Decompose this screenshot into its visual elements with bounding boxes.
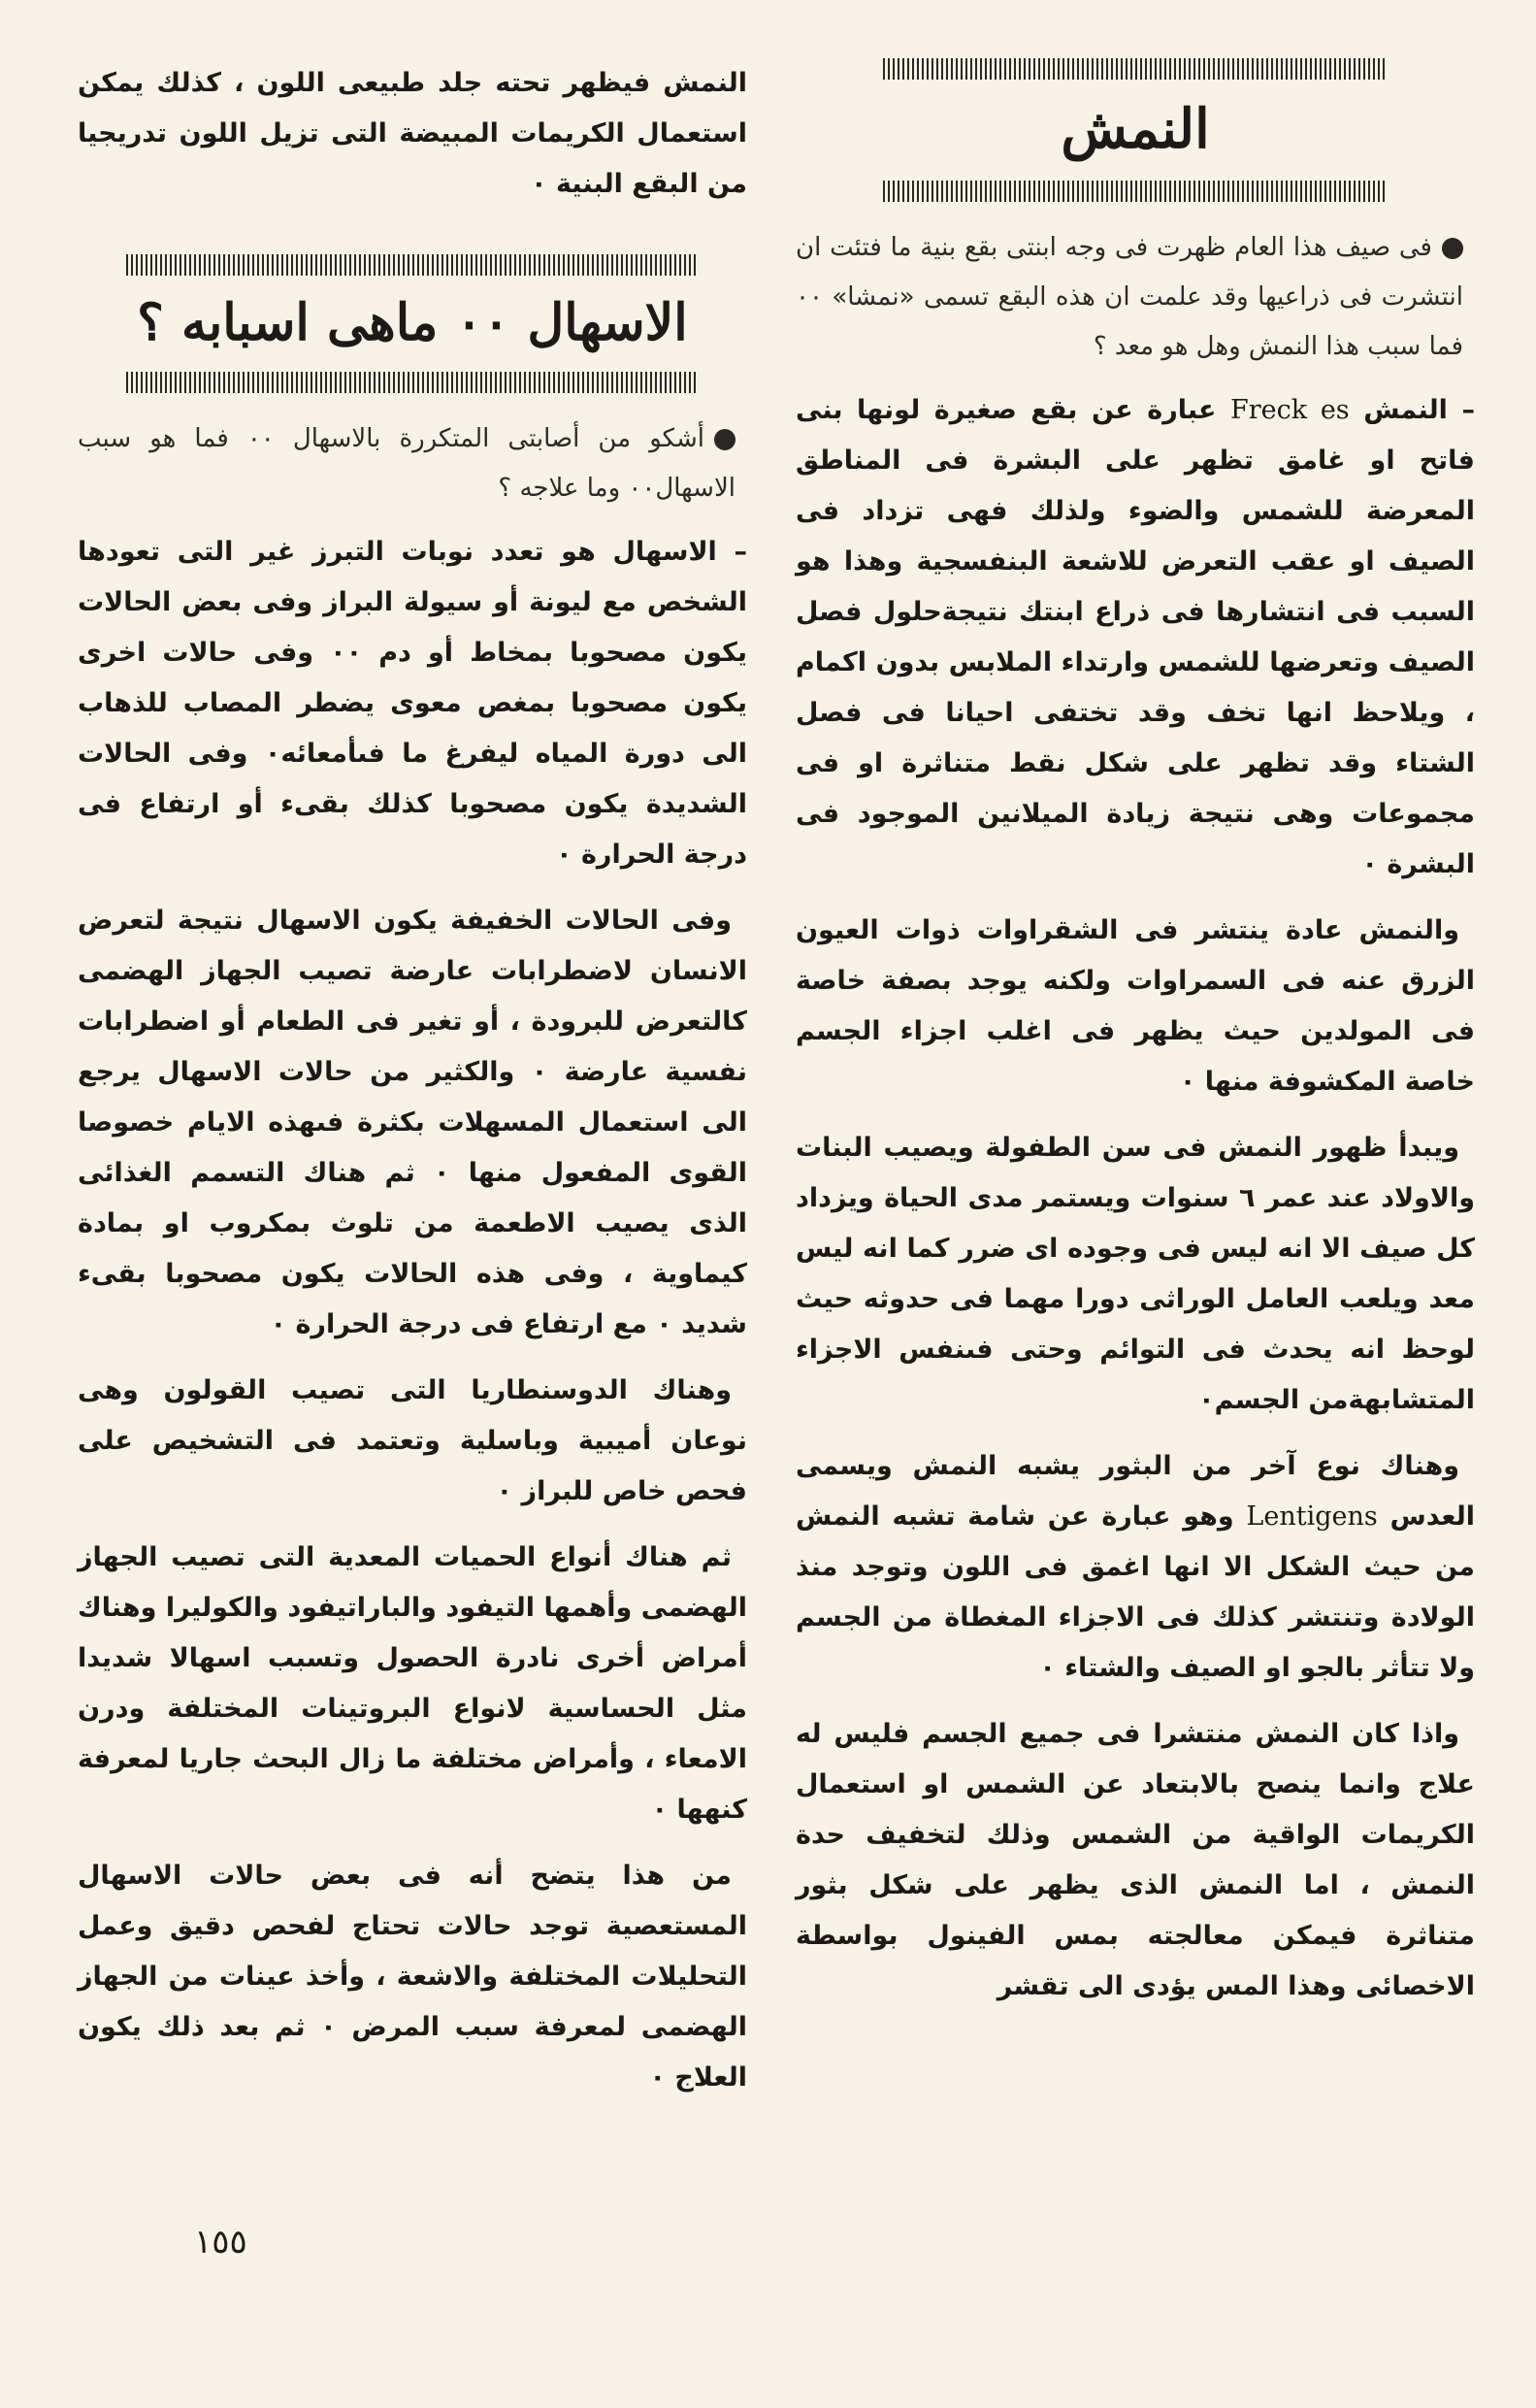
diarrhea-paragraph-2: وفى الحالات الخفيفة يكون الاسهال نتيجة لتعرض الانسان لاضطرابات عارضة تصيب الجهاز الهضمى كالتعرض للبرودة ، أو تغير فى الطعام أو اضطرابات نفسية عارضة ٠ والكثير من حالات الاسهال يرجع الى استعمال المسهلات بكثرة فىهذه الايام خصوصا القوى المفعول منها ٠ ثم هناك التسمم الغذائى الذى يصيب الاطعمة من تلوث بمكروب او بمادة كيماوية ، وفى هذه الحالات يكون مصحوبا بقىء شديد ٠ مع ارتفاع فى درجة الحرارة ٠ — [78, 906, 748, 1339]
latin-term-freckles: Freck es — [1229, 395, 1350, 425]
freckles-question-text: فى صيف هذا العام ظهرت فى وجه ابنتى بقع بنية ما فتئت ان انتشرت فى ذراعيها وقد علمت ان هذه البقع تسمى «نمشا» ٠٠ فما سبب هذا النمش وهل هو معد ؟ — [796, 233, 1463, 361]
freckles-question — [796, 223, 1475, 372]
latin-term-lentigens: Lentigens — [1246, 1501, 1378, 1532]
diarrhea-paragraph-5: من هذا يتضح أنه فى بعض حالات الاسهال المستعصية توجد حالات تحتاج لفحص دقيق وعمل التحليلات المختلفة والاشعة ، وأخذ عينات من الجهاز الهضمى لمعرفة سبب المرض ٠ ثم بعد ذلك يكون العلاج ٠ — [78, 1861, 747, 2093]
title-rule-bottom — [126, 372, 699, 393]
paragraph-4-start: وهناك نوع آخر من البثور يشبه النمش ويسمى العدس — [796, 1451, 1475, 1532]
bullet-icon — [1442, 238, 1463, 259]
title-rule-top — [126, 254, 699, 276]
answer-start: – النمش — [1363, 395, 1475, 425]
freckles-paragraph-1 — [796, 385, 1475, 890]
diarrhea-question-text: أشكو من أصابتى المتكررة بالاسهال ٠٠ فما هو سبب الاسهال٠٠ وما علاجه ؟ — [78, 424, 735, 503]
paragraph-1-rest: عبارة عن بقع صغيرة لونها بنى فاتح او غامق تظهر على البشرة فى المناطق المعرضة للشمس والضوء ولذلك فهى تزداد فى الصيف او عقب التعرض للاشعة البنفسجية وهذا هو السبب فى انتشارها فى ذراع ابنتك نتيجةحلول فصل الصيف وتعرضها للشمس وارتداء الملابس بدون اكمام ، ويلاحظ انها تخف وقد تختفى احيانا فى فصل الشتاء وقد تظهر على شكل نقط متناثرة او فى مجموعات وهى نتيجة زيادة الميلانين الموجود فى البشرة ٠ — [796, 395, 1475, 879]
paragraph-4-rest: وهو عبارة عن شامة تشبه النمش من حيث الشكل الا انها اغمق فى اللون وتوجد منذ الولادة وتنتشر كذلك فى الاجزاء المغطاة من الجسم ولا تتأثر بالجو او الصيف والشتاء ٠ — [796, 1501, 1475, 1683]
diarrhea-paragraph-1: – الاسهال هو تعدد نوبات التبرز غير التى تعودها الشخص مع ليونة أو سيولة البراز وفى بعض الحالات يكون مصحوبا بمخاط أو دم ٠٠ وفى حالات اخرى يكون مصحوبا بمغص معوى يضطر المصاب للذهاب الى دورة المياه ليفرغ ما فىأمعائه٠ وفى الحالات الشديدة يكون مصحوبا كذلك بقىء أو ارتفاع فى درجة الحرارة ٠ — [78, 537, 748, 870]
freckles-title: النمش — [1061, 97, 1210, 161]
bullet-icon — [714, 429, 735, 450]
diarrhea-column — [78, 58, 747, 2119]
freckles-paragraph-4 — [796, 1441, 1475, 1694]
title-rule-top — [883, 58, 1388, 80]
freckles-paragraph-2: والنمش عادة ينتشر فى الشقراوات ذوات العيون الزرق عنه فى السمراوات ولكنه يوجد بصفة خاصة فى المولدين حيث يظهر فى اغلب اجزاء الجسم خاصة المكشوفة منها ٠ — [796, 915, 1475, 1097]
diarrhea-paragraph-4: ثم هناك أنواع الحميات المعدية التى تصيب الجهاز الهضمى وأهمها التيفود والباراتيفود والكوليرا وهناك أمراض أخرى نادرة الحصول وتسبب اسهالا شديدا مثل الحساسية لانواع البروتينات المختلفة ودرن الامعاء ، وأمراض مختلفة ما زال البحث جاريا لمعرفة كنهها ٠ — [78, 1542, 747, 1825]
title-rule-bottom — [883, 181, 1388, 202]
page-number: ١٥٥ — [194, 2223, 247, 2261]
diarrhea-paragraph-3: وهناك الدوسنطاريا التى تصيب القولون وهى نوعان أميبية وباسلية وتعتمد فى التشخيص على فحص خاص للبراز ٠ — [78, 1375, 747, 1506]
freckles-paragraph-3: ويبدأ ظهور النمش فى سن الطفولة ويصيب البنات والاولاد عند عمر ٦ سنوات ويستمر مدى الحياة ويزداد كل صيف الا انه ليس فى وجوده اى ضرر كما انه ليس معد ويلعب العامل الوراثى دورا مهما فى حدوثه حيث لوحظ انه يحدث فى التوائم وحتى فىنفس الاجزاء المتشابهةمن الجسم٠ — [796, 1133, 1475, 1415]
freckles-paragraph-5: واذا كان النمش منتشرا فى جميع الجسم فليس له علاج وانما ينصح بالابتعاد عن الشمس او استعمال الكريمات الواقية من الشمس وذلك لتخفيف حدة النمش ، اما النمش الذى يظهر على شكل بثور متناثرة فيمكن معالجته بمس الفينول بواسطة الاخصائى وهذا المس يؤدى الى تقشر — [796, 1719, 1475, 2001]
freckles-continuation: النمش فيظهر تحته جلد طبيعى اللون ، كذلك يمكن استعمال الكريمات المبيضة التى تزيل اللون تدريجيا من البقع البنية ٠ — [78, 68, 747, 199]
diarrhea-title: الاسهال ٠٠ ماهى اسبابه ؟ — [137, 293, 688, 352]
diarrhea-question — [78, 414, 747, 513]
freckles-article — [796, 58, 1475, 2028]
